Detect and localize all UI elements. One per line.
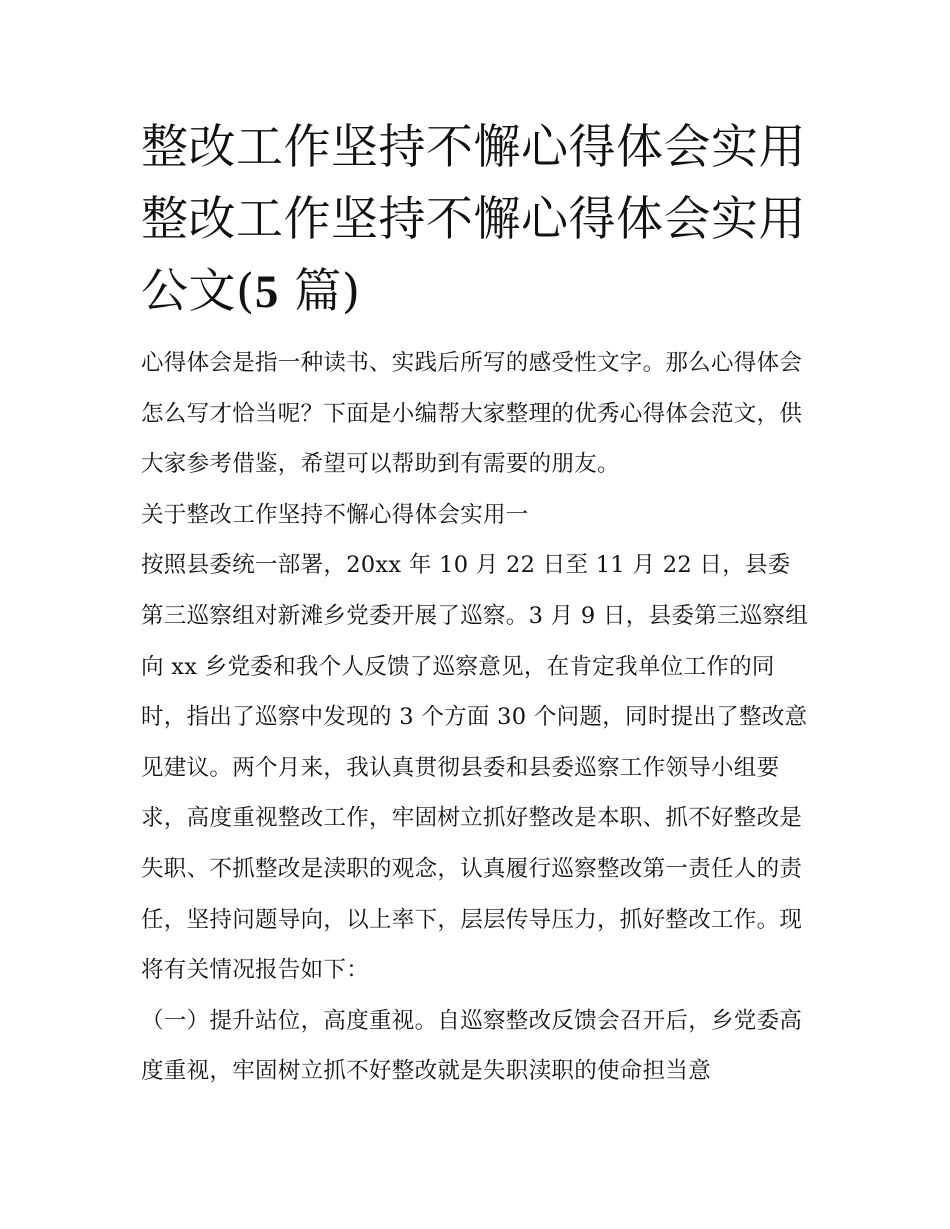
title-count: 5 [254, 266, 279, 318]
section-heading: 关于整改工作坚持不懈心得体会实用一 [141, 501, 529, 528]
document-title [141, 112, 813, 328]
title-suffix: 篇) [278, 264, 361, 319]
body-paragraph-point-1: （一）提升站位，高度重视。自巡察整改反馈会召开后，乡党委高度重视，牢固树立抓不好整改就是失职渎职的使命担当意 [141, 1007, 803, 1085]
body-paragraph: 按照县委统一部署，20xx 年 10 月 22 日至 11 月 22 日，县委第三巡察组对新滩乡党委开展了巡察。3 月 9 日，县委第三巡察组向 xx 乡党委和我个人反馈了巡察意见，在肯定我单位工作的同时，指出了巡察中发现的 3 个方面 30 个问题，同时提出了整改意见建议。两个月来，我认真贯彻县委和县委巡察工作领导小组要求，高度重视整改工作，牢固树立抓好整改是本职、抓不好整改是失职、不抓整改是渎职的观念，认真履行巡察整改第一责任人的责任，坚持问题导向，以上率下，层层传导压力，抓好整改工作。现将有关情况报告如下： [141, 552, 809, 984]
document-content [141, 112, 813, 1097]
intro-paragraph: 心得体会是指一种读书、实践后所写的感受性文字。那么心得体会怎么写才恰当呢？下面是小编帮大家整理的优秀心得体会范文，供大家参考借鉴，希望可以帮助到有需要的朋友。 [141, 350, 803, 478]
title-text: 整改工作坚持不懈心得体会实用 整改工作坚持不懈心得体会实用公文( [141, 120, 806, 319]
